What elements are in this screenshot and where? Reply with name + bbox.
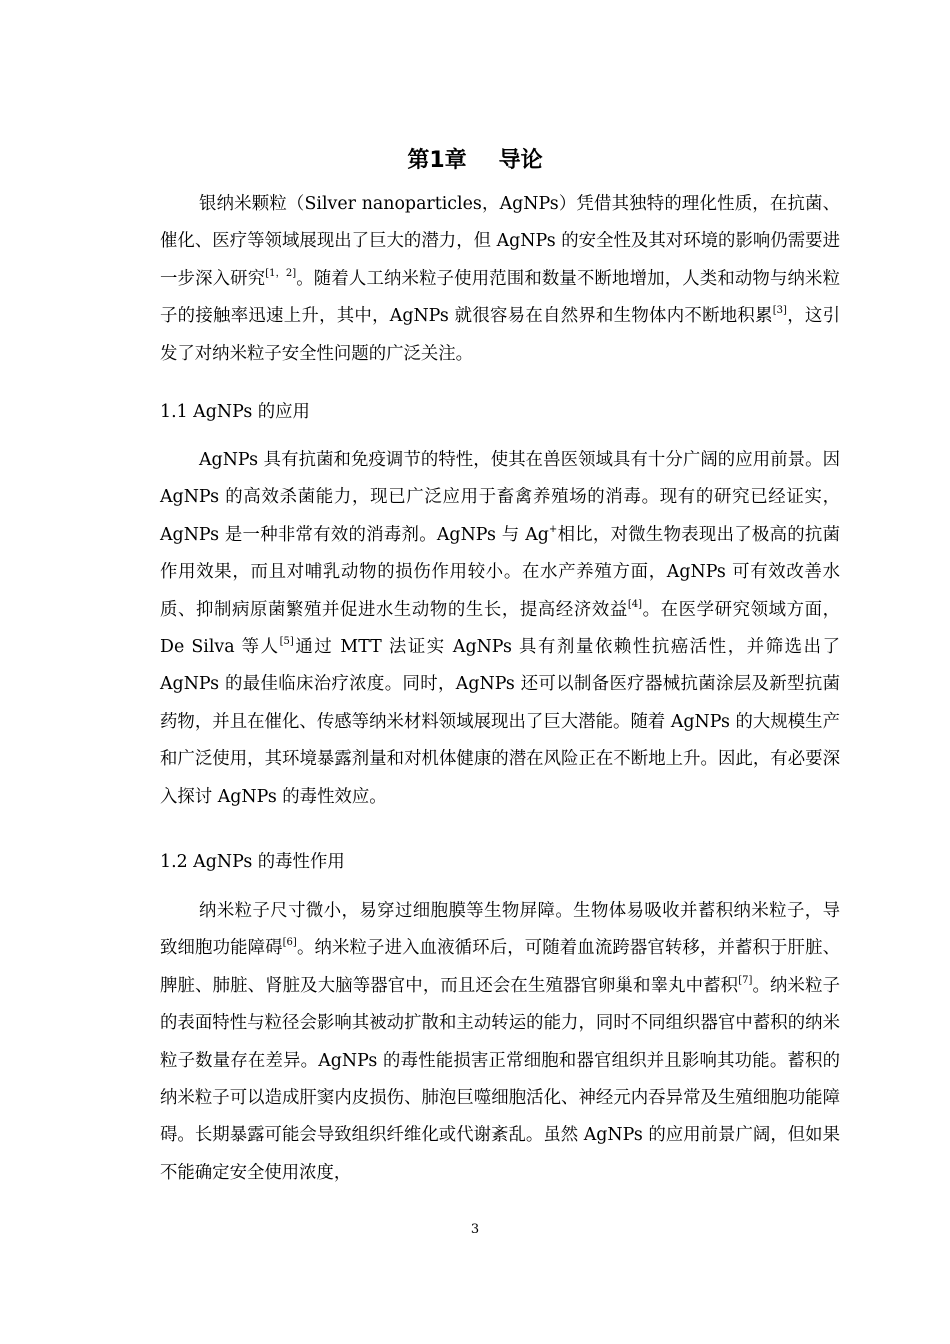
citation-ref: [5]: [279, 636, 294, 648]
s1-text-4: 通过 MTT 法证实 AgNPs 具有剂量依赖性抗癌活性，并筛选出了 AgNPs 的最佳临床治疗浓度。同时，AgNPs 还可以制备医疗器械抗菌涂层及新型抗菌药物，并且在催化、传感等纳米材料领域展现出了巨大潜能。随着 AgNPs 的大规模生产和广泛使用，其环境暴露剂量和对机体健康的潜在风险正在不断地上升。因此，有必要深入探讨 AgNPs 的毒性效应。: [160, 637, 840, 807]
citation-ref: [4]: [627, 598, 643, 610]
intro-text-2: 。随着人工纳米粒子使用范围和数量不断地增加，人类和动物与纳米粒子的接触率迅速上升，其中，AgNPs 就很容易在自然界和生物体内不断地积累: [160, 268, 840, 327]
s2-text-1: 纳米粒子尺寸微小，易穿过细胞膜等生物屏障。生物体易吸收并蓄积纳米粒子，导致细胞功能障碍: [160, 901, 840, 959]
s1-text-1: AgNPs 具有抗菌和免疫调节的特性，使其在兽医领域具有十分广阔的应用前景。因 AgNPs 的高效杀菌能力，现已广泛应用于畜禽养殖场的消毒。现有的研究已经证实，AgNPs 是一种非常有效的消毒剂。AgNPs 与 Ag: [160, 450, 840, 545]
citation-ref: [3]: [772, 305, 787, 317]
section-heading-1-2: 1.2 AgNPs 的毒性作用: [160, 852, 345, 872]
s1-text-3: 。在医学研究领域方面，De Silva 等人: [160, 599, 840, 658]
citation-ref: [1，2]: [265, 267, 297, 279]
section-heading-1-1: 1.1 AgNPs 的应用: [160, 402, 310, 422]
s1-text-2: 相比，对微生物表现出了极高的抗菌作用效果，而且对哺乳动物的损伤作用较小。在水产养殖方面，AgNPs 可有效改善水质、抑制病原菌繁殖并促进水生动物的生长，提高经济效益: [160, 524, 840, 620]
intro-text-3: ，这引发了对纳米粒子安全性问题的广泛关注。: [160, 306, 840, 364]
section-1-1-paragraph: [160, 442, 840, 816]
intro-text-1: 银纳米颗粒（Silver nanoparticles，AgNPs）凭借其独特的理化性质，在抗菌、催化、医疗等领域展现出了巨大的潜力，但 AgNPs 的安全性及其对环境的影响仍需要进一步深入研究: [160, 194, 840, 289]
chapter-name: 导论: [498, 148, 543, 173]
section-1-2-paragraph: [160, 893, 840, 1192]
intro-paragraph: [160, 186, 840, 373]
chapter-number: 第1章: [407, 148, 467, 173]
citation-ref: [7]: [738, 974, 753, 986]
chapter-title: [0, 143, 950, 174]
page-number: 3: [470, 1222, 480, 1237]
ion-charge: +: [548, 523, 558, 535]
citation-ref: [6]: [282, 937, 297, 949]
s2-text-3: 。纳米粒子的表面特性与粒径会影响其被动扩散和主动转运的能力，同时不同组织器官中蓄积的纳米粒子数量存在差异。AgNPs 的毒性能损害正常细胞和器官组织并且影响其功能。蓄积的纳米粒子可以造成肝窦内皮损伤、肺泡巨噬细胞活化、神经元内吞异常及生殖细胞功能障碍。长期暴露可能会导致组织纤维化或代谢紊乱。虽然 AgNPs 的应用前景广阔，但如果不能确定安全使用浓度，: [160, 975, 840, 1183]
s2-text-2: 。纳米粒子进入血液循环后，可随着血流跨器官转移，并蓄积于肝脏、脾脏、肺脏、肾脏及大脑等器官中，而且还会在生殖器官卵巢和睾丸中蓄积: [160, 938, 840, 996]
